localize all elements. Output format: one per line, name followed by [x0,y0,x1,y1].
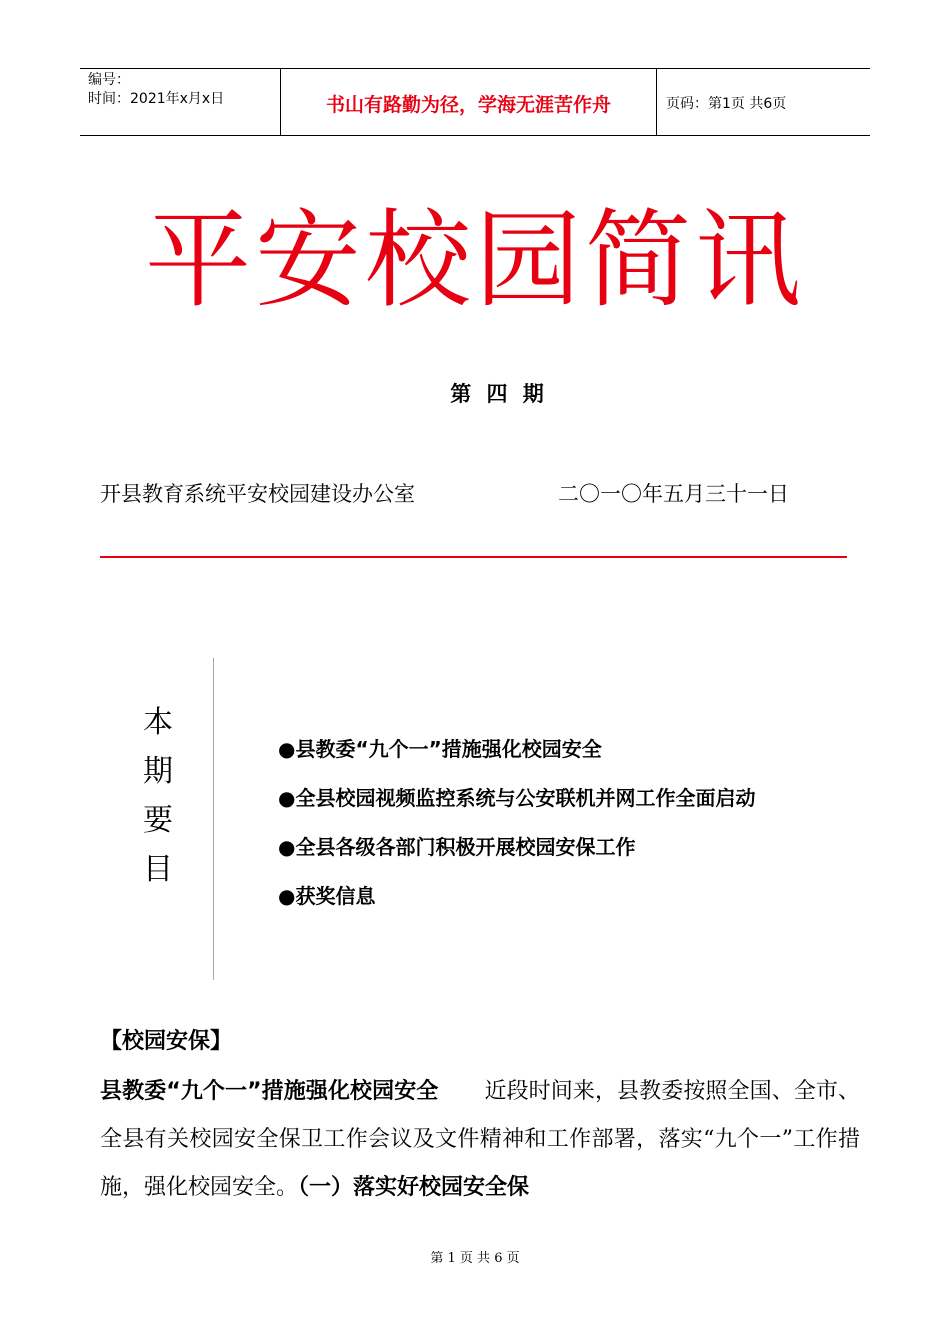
header-divider [656,69,657,135]
toc-item: ●全县校园视频监控系统与公安联机并网工作全面启动 [278,786,756,810]
page-footer: 第 1 页 共 6 页 [430,1251,520,1266]
issuer: 开县教育系统平安校园建设办公室 [100,482,415,506]
article-headline: 县教委“九个一”措施强化校园安全 [100,1079,439,1104]
toc-label-char: 目 [143,852,173,887]
toc-divider [213,658,214,980]
toc-item: ●全县各级各部门积极开展校园安保工作 [278,835,636,859]
header-time-label: 时间：2021年x月x日 [88,91,225,107]
article-body [100,1068,860,1212]
header-page-label: 页码：第1页 共6页 [666,96,787,112]
document-header [80,68,870,136]
issue-number: 第 四 期 [450,381,548,406]
red-divider [100,556,847,558]
header-meta [88,71,224,109]
toc-label-char: 要 [143,803,173,838]
article-paragraph: 近段时间来，县教委按照全国、全市、全县有关校园安全保卫工作会议及文件精神和工作部署，落实“九个一”工作措施，强化校园安全。 [100,1079,860,1200]
header-motto: 书山有路勤为径，学海无涯苦作舟 [325,94,611,116]
header-number-label: 编号： [88,72,130,88]
toc-label-char: 期 [143,754,173,789]
toc-list [278,725,755,921]
toc-label-char: 本 [143,705,173,740]
toc-label [138,698,178,894]
toc-item: ●获奖信息 [278,884,376,908]
section-tag: 【校园安保】 [100,1029,233,1054]
issue-date: 二〇一〇年五月三十一日 [558,482,789,506]
article-subheading: （一）落实好校园安全保 [298,1175,530,1200]
toc-item: ●县教委“九个一”措施强化校园安全 [278,737,602,761]
newsletter-title: 平安校园简讯 [145,199,805,322]
